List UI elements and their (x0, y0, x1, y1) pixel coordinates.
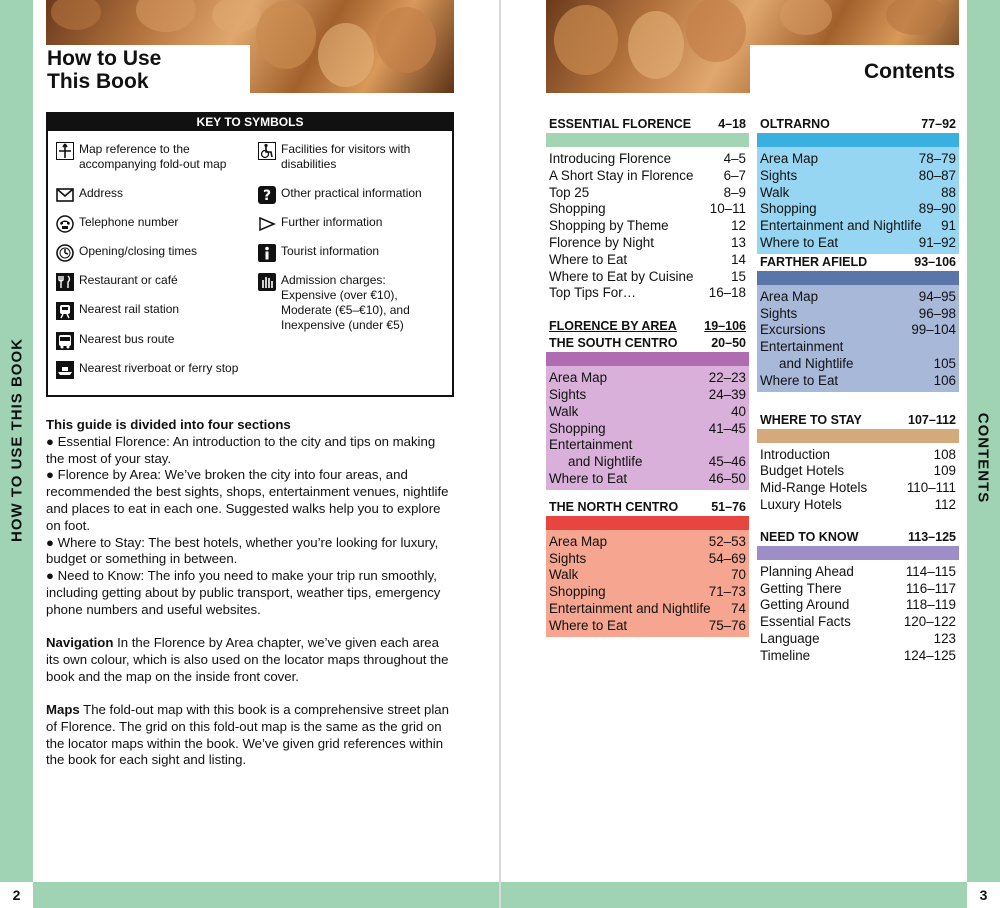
toc-entry[interactable]: Where to Eat 106 (760, 372, 956, 388)
color-strip (757, 546, 959, 560)
section-south-centro (546, 318, 749, 490)
toc-entry[interactable]: Shopping 89–90 (760, 201, 956, 217)
info-icon (258, 244, 276, 262)
toc-entry[interactable]: Timeline 124–125 (760, 647, 956, 663)
toc-entry[interactable]: Area Map 94–95 (760, 288, 956, 304)
toc-entry[interactable]: Mid-Range Hotels 110–111 (760, 480, 956, 496)
bus-icon (56, 332, 74, 350)
sections-heading: This guide is divided into four sections (46, 417, 291, 432)
toc-entry[interactable]: Sights 54–69 (549, 550, 746, 566)
toc-entry[interactable]: Shopping 41–45 (549, 420, 746, 436)
toc-entry[interactable]: and Nightlife 45–46 (568, 454, 746, 470)
section-header[interactable]: WHERE TO STAY 107–112 (760, 412, 956, 427)
color-strip (757, 133, 959, 147)
toc-entry[interactable]: Entertainment (549, 437, 633, 453)
toc-list (757, 285, 959, 392)
question-icon (258, 186, 276, 204)
toc-entry[interactable]: Walk 40 (549, 403, 746, 419)
toc-list (546, 151, 749, 302)
color-strip (546, 352, 749, 366)
toc-entry[interactable]: Entertainment and Nightlife 91 (760, 218, 956, 234)
toc-entry[interactable]: Entertainment (760, 339, 844, 355)
section-header[interactable]: THE NORTH CENTRO 51–76 (549, 499, 746, 514)
book-spine (499, 0, 501, 908)
toc-entry[interactable]: Shopping 10–11 (549, 201, 746, 217)
toc-entry[interactable]: Where to Eat 14 (549, 251, 746, 267)
toc-list (546, 366, 749, 490)
map-reference-icon (56, 142, 74, 160)
triangle-arrow-icon (258, 215, 276, 233)
symbol-tourist-info: Tourist information (258, 244, 448, 262)
toc-entry[interactable]: Excursions 99–104 (760, 322, 956, 338)
toc-entry[interactable]: Budget Hotels 109 (760, 463, 956, 479)
section-where-to-stay (757, 412, 959, 514)
symbol-map-reference: Map reference to the accompanying fold-out map (56, 142, 251, 172)
toc-entry[interactable]: Getting Around 118–119 (760, 597, 956, 613)
page-title (47, 47, 161, 93)
side-tab-label-right: CONTENTS (974, 412, 992, 504)
toc-entry[interactable]: Area Map 52–53 (549, 533, 746, 549)
toc-entry[interactable]: Where to Eat by Cuisine 15 (549, 268, 746, 284)
contents-column-2 (757, 116, 959, 665)
symbol-disabled-facilities: Facilities for visitors with disabilities (258, 142, 448, 172)
toc-entry[interactable]: Planning Ahead 114–115 (760, 563, 956, 579)
toc-entry[interactable]: Area Map 22–23 (549, 370, 746, 386)
toc-entry[interactable]: Sights 80–87 (760, 167, 956, 183)
toc-list (546, 530, 749, 637)
color-strip (546, 516, 749, 530)
toc-entry[interactable]: Where to Eat 75–76 (549, 617, 746, 633)
toc-entry[interactable]: Essential Facts 120–122 (760, 614, 956, 630)
symbol-further-info: Further information (258, 215, 448, 233)
key-heading: KEY TO SYMBOLS (48, 114, 452, 131)
toc-entry[interactable]: Shopping by Theme 12 (549, 218, 746, 234)
hand-money-icon (258, 273, 276, 291)
symbol-opening-times: Opening/closing times (56, 244, 251, 262)
toc-entry[interactable]: Getting There 116–117 (760, 580, 956, 596)
train-icon (56, 302, 74, 320)
symbol-practical-info: ? Other practical information (258, 186, 448, 204)
ferry-icon (56, 361, 74, 379)
side-tab-label-left: HOW TO USE THIS BOOK (8, 338, 26, 542)
color-strip (757, 271, 959, 285)
symbol-bus-route: Nearest bus route (56, 332, 251, 350)
section-essential-florence (546, 116, 749, 302)
color-strip (546, 133, 749, 147)
toc-list (757, 447, 959, 514)
symbol-admission-charges: Admission charges: Expensive (over €10), Moderate (€5–€10), and Inexpensive (under €5) (258, 273, 438, 333)
symbol-telephone: Telephone number (56, 215, 251, 233)
bullet-item: ● Where to Stay: The best hotels, whether you’re looking for luxury, budget or something in between. (46, 534, 439, 567)
page-title-line1: How to Use (47, 47, 162, 70)
envelope-icon (56, 186, 74, 204)
section-header-florence-by-area[interactable]: FLORENCE BY AREA 19–106 (549, 319, 746, 334)
toc-entry[interactable]: A Short Stay in Florence 6–7 (549, 167, 746, 183)
navigation-paragraph: Navigation In the Florence by Area chapter, we’ve given each area its own colour, which is also used on the locator maps throughout the book and the map on the inside front cover. (46, 635, 449, 684)
cutlery-icon (56, 273, 74, 291)
contents-column-1 (546, 116, 749, 637)
svg-text:?: ? (262, 188, 272, 204)
section-farther-afield (757, 254, 959, 392)
section-north-centro (546, 499, 749, 637)
wheelchair-icon (258, 142, 276, 160)
contents-title: Contents (864, 60, 955, 83)
bullet-item: ● Essential Florence: An introduction to the city and tips on making the most of your stay. (46, 433, 436, 466)
toc-entry[interactable]: Area Map 78–79 (760, 151, 956, 166)
page-number-left: 2 (0, 882, 33, 908)
symbol-ferry-stop: Nearest riverboat or ferry stop (56, 361, 276, 379)
page-title-line2: This Book (47, 70, 149, 93)
bullet-item: ● Need to Know: The info you need to make your trip run smoothly, including getting about by public transport, weather tips, emergency phone numbers and useful websites. (46, 568, 441, 617)
toc-entry[interactable]: Entertainment and Nightlife 74 (549, 600, 746, 616)
toc-entry[interactable]: Introduction 108 (760, 446, 956, 462)
toc-entry[interactable]: Luxury Hotels 112 (760, 496, 956, 512)
toc-entry[interactable]: Top 25 8–9 (549, 184, 746, 200)
toc-entry[interactable]: Walk 88 (760, 184, 956, 200)
toc-entry[interactable]: Sights 96–98 (760, 305, 956, 321)
toc-entry[interactable]: Sights 24–39 (549, 386, 746, 402)
page-number-right: 3 (967, 882, 1000, 908)
toc-entry[interactable]: Where to Eat 46–50 (549, 470, 746, 486)
toc-list (757, 147, 959, 254)
toc-entry[interactable]: Shopping 71–73 (549, 584, 746, 600)
section-header[interactable]: THE SOUTH CENTRO 20–50 (549, 336, 746, 351)
toc-list (757, 564, 959, 665)
toc-entry[interactable]: Walk 70 (549, 567, 746, 583)
maps-paragraph: Maps The fold-out map with this book is a comprehensive street plan of Florence. The grid on this fold-out map is the same as the grid on the locator maps within the book. We’ve given grid references within the book for each sight and listing. (46, 702, 449, 768)
section-oltrarno (757, 116, 959, 254)
toc-entry[interactable]: and Nightlife 105 (779, 355, 956, 371)
symbol-rail-station: Nearest rail station (56, 302, 251, 320)
section-header[interactable]: OLTRARNO 77–92 (760, 117, 956, 131)
symbol-address: Address (56, 186, 251, 204)
color-strip (757, 429, 959, 443)
section-need-to-know (757, 529, 959, 665)
section-header[interactable]: ESSENTIAL FLORENCE 4–18 (549, 117, 746, 131)
sections-intro (46, 417, 451, 619)
toc-entry[interactable]: Where to Eat 91–92 (760, 234, 956, 250)
symbol-restaurant: Restaurant or café (56, 273, 251, 291)
section-header[interactable]: NEED TO KNOW 113–125 (760, 529, 956, 544)
bottom-bar-left (0, 882, 499, 908)
toc-entry[interactable]: Language 123 (760, 630, 956, 646)
telephone-icon (56, 215, 74, 233)
toc-entry[interactable]: Florence by Night 13 (549, 234, 746, 250)
clock-icon (56, 244, 74, 262)
bullet-item: ● Florence by Area: We’ve broken the city into four areas, and recommended the best sights, shops, entertainment venues, nightlife and places to eat in each one. Suggested walks help you to explore on foot. (46, 467, 449, 533)
bottom-bar-right (501, 882, 1000, 908)
toc-entry[interactable]: Top Tips For… 16–18 (549, 285, 746, 301)
section-header[interactable]: FARTHER AFIELD 93–106 (757, 254, 959, 271)
toc-entry[interactable]: Introducing Florence 4–5 (549, 151, 746, 166)
key-to-symbols-box (46, 112, 454, 397)
